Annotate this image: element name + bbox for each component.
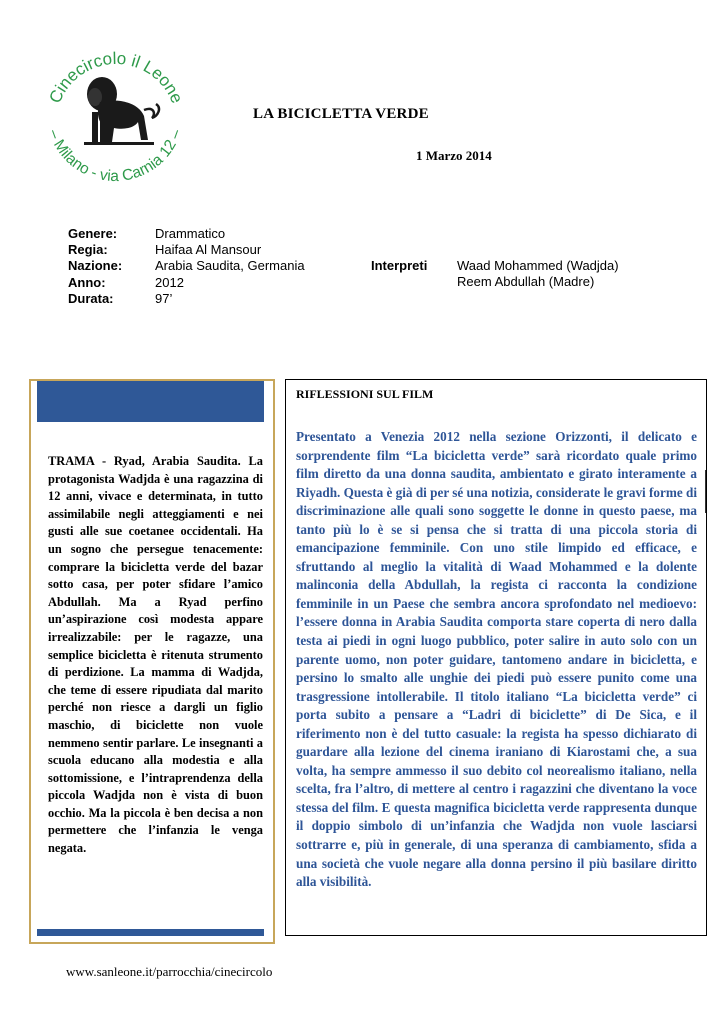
cast-values — [457, 258, 619, 290]
cinecircolo-logo — [40, 42, 190, 192]
footer-url[interactable]: www.sanleone.it/parrocchia/cinecircolo — [66, 964, 273, 979]
riflessioni-text: Presentato a Venezia 2012 nella sezione Orizzonti, il delicato e sorprendente film “La bicicletta verde” sarà ricordato quale primo film diretto da una donna saudita, ambientato e girato interamente a Riyadh. Questa è già di per sé una notizia, considerate le gravi forme di discriminazione alle quali sono soggette le donne in questo paese, ma tanto più lo è se si pensa che si tratta di una piccola storia di emancipazione femminile. Con uno stile limpido ed efficace, e sfruttando al meglio la vitalità di Waad Mohammed e la dolente malinconia della Abdullah, la regista ci racconta la condizione femminile in un Paese che sembra ancora sprofondato nel medioevo: l’essere donna in Arabia Saudita comporta stare coperta di nero dalla testa ai piedi in ogni luogo pubblico, poter salire in auto solo con un parente uomo, non poter guidare, tantomeno andare in bicicletta, e persino lo smalto alle unghie dei piedi può essere punito come una trasgressione intollerabile. Il titolo italiano “La bicicletta verde” ci porta subito a pensare a “Ladri di biciclette” di De Sica, e il riferimento non è del tutto casuale: la regista ha spesso dichiarato di guardare alla lezione del cinema iraniano di Kiarostami che, a sua volta, ha sempre ammesso il suo debito col neorealismo italiano, nella scelta, fra l’altro, di mettere al centro i ragazzini che diventano la voce stessa del film. E questa magnifica bicicletta verde rappresenta dunque il doppio simbolo di un’infanzia che Wadjda non vuole lasciarsi sottrarre e, più in generale, di una speranza di cambiamento, sfida a una società che vuole negare alla donna persino il più basilare diritto alla visibilità. — [296, 429, 697, 890]
riflessioni-title: RIFLESSIONI SUL FILM — [296, 387, 434, 401]
lion-icon — [84, 77, 159, 145]
info-values — [155, 226, 305, 307]
director-label: Regia: — [68, 242, 108, 258]
nation-label: Nazione: — [68, 258, 123, 274]
logo-graphic — [40, 42, 190, 192]
cast-member: Waad Mohammed (Wadjda) — [457, 258, 619, 273]
trama-section — [48, 453, 263, 858]
duration-value: 97’ — [155, 290, 173, 306]
logo-bottom-path: – Milano - via Carnia 12 – — [44, 127, 186, 186]
trama-header-band — [37, 381, 264, 422]
duration-label: Durata: — [68, 290, 114, 306]
logo-bottom-text — [45, 127, 185, 185]
genre-value: Drammatico — [155, 226, 226, 241]
genre-label: Genere: — [68, 226, 118, 241]
page-title: LA BICICLETTA VERDE — [253, 106, 429, 122]
year-value: 2012 — [155, 274, 184, 290]
trama-text: TRAMA - Ryad, Arabia Saudita. La protagonista Wadjda è una ragazzina di 12 anni, vivace e determinata, in tutto assimilabile negli atteggiamenti e nei gusti alle sue coetanee occidentali. Ha un sogno che persegue tenacemente: comprare la bicicletta verde del bazar sotto casa, per poter sfidare l’amico Abdullah. Ma a Ryad perfino un’aspirazione così modesta appare irrealizzabile: per le ragazze, una semplice bicicletta è ritenuta strumento di perdizione. La mamma di Wadjda, che teme di essere ripudiata dal marito perché non riesce a dargli un figlio maschio, di biciclette non vuole nemmeno sentir parlare. Le insegnanti a scuola educano alla modestia e alla sottomissione, e l’intraprendenza della piccola Wadjda non è vista di buon occhio. Ma la piccola è ben decisa a non permettere che l’infanzia le venga negata. — [48, 454, 263, 856]
trama-footer-band — [37, 929, 264, 936]
logo-top-path: Cinecircolo il Leone — [45, 48, 187, 107]
info-labels — [68, 226, 122, 307]
cast-member: Reem Abdullah (Madre) — [457, 274, 595, 290]
riflessioni-section — [296, 428, 697, 892]
cast-label: Interpreti — [371, 258, 428, 273]
screening-date: 1 Marzo 2014 — [416, 148, 492, 163]
year-label: Anno: — [68, 274, 106, 290]
director-value: Haifaa Al Mansour — [155, 242, 262, 258]
nation-value: Arabia Saudita, Germania — [155, 258, 305, 274]
edge-mark — [705, 470, 706, 513]
